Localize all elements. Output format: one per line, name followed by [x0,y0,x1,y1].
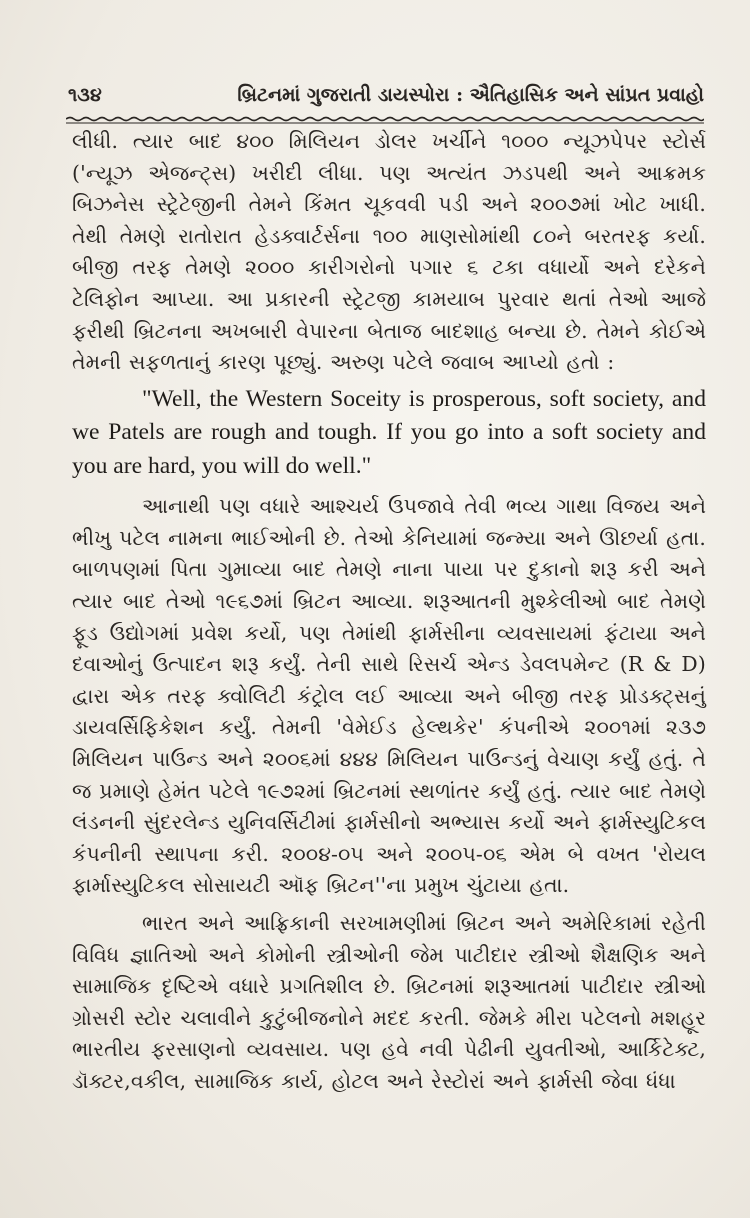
body-text [72,126,706,1098]
paragraph-1: લીધી. ત્યાર બાદ ૪૦૦ મિલિયન ડોલર ખર્ચીને ૧૦૦૦ ન્યૂઝપેપર સ્ટોર્સ ('ન્યૂઝ એજન્ટ્સ) ખરીદી લીધા. પણ અત્યંત ઝડપથી અને આક્રમક બિઝનેસ સ્ટ્રેટેજીની તેમને કિંમત ચૂકવવી પડી અને ૨૦૦૭માં ખોટ ખાધી. તેથી તેમણે રાતોરાત હેડક્વાર્ટર્સના ૧૦૦ માણસોમાંથી ૮૦ને બરતરફ કર્યા. બીજી તરફ તેમણે ૨૦૦૦ કારીગરોનો પગાર ૬ ટકા વધાર્યો અને દરેકને ટેલિફોન આપ્યા. આ પ્રકારની સ્ટ્રેટજી કામયાબ પુરવાર થતાં તેઓ આજે ફરીથી બ્રિટનના અખબારી વેપારના બેતાજ બાદશાહ બન્યા છે. તેમને કોઈએ તેમની સફળતાનું કારણ પૂછ્યું. અરુણ પટેલે જવાબ આપ્યો હતો : [72,129,706,375]
english-quote: "Well, the Western Soceity is prosperous, soft society, and we Patels are rough and tough. If you go into a soft society and you are hard, you will do well." [72,385,706,479]
wavy-rule-line [66,116,704,124]
page-number: ૧૩૪ [68,84,102,106]
paragraph-3: ભારત અને આફ્રિકાની સરખામણીમાં બ્રિટન અને અમેરિકામાં રહેતી વિવિધ જ્ઞાતિઓ અને કોમોની સ્ત્રીઓની જેમ પાટીદાર સ્ત્રીઓ શૈક્ષણિક અને સામાજિક દૃષ્ટિએ વધારે પ્રગતિશીલ છે. બ્રિટનમાં શરૂઆતમાં પાટીદાર સ્ત્રીઓ ગ્રોસરી સ્ટોર ચલાવીને કુટુંબીજનોને મદદ કરતી. જેમકે મીરા પટેલનો મશહૂર ભારતીય ફરસાણનો વ્યવસાય. પણ હવે નવી પેઢીની યુવતીઓ, આર્કિટેક્ટ, ડૉક્ટર,વકીલ, સામાજિક કાર્ય, હોટલ અને રેસ્ટોરાં અને ફાર્મસી જેવા ધંધા [72,910,706,1093]
running-title: બ્રિટનમાં ગુજરાતી ડાયસ્પોરા : ઐતિહાસિક અને સાંપ્રત પ્રવાહો [237,84,704,106]
page-header [68,80,704,114]
header-rule [66,116,704,124]
paragraph-2: આનાથી પણ વધારે આશ્ચર્ય ઉપજાવે તેવી ભવ્ય ગાથા વિજય અને ભીખુ પટેલ નામના ભાઈઓની છે. તેઓ કેનિયામાં જન્મ્યા અને ઊછર્યા હતા. બાળપણમાં પિતા ગુમાવ્યા બાદ તેમણે નાના પાયા પર દુકાનો શરૂ કરી અને ત્યાર બાદ તેઓ ૧૯૬૭માં બ્રિટન આવ્યા. શરૂઆતની મુશ્કેલીઓ બાદ તેમણે ફૂડ ઉદ્યોગમાં પ્રવેશ કર્યો, પણ તેમાંથી ફાર્મસીના વ્યવસાયમાં ફંટાયા અને દવાઓનું ઉત્પાદન શરૂ કર્યું. તેની સાથે રિસર્ચ એન્ડ ડેવલપમેન્ટ (R & D) દ્વારા એક તરફ ક્વોલિટી કંટ્રોલ લઈ આવ્યા અને બીજી તરફ પ્રોડક્ટ્સનું ડાયવર્સિફિકેશન કર્યું. તેમની 'વેમેઈડ હેલ્થકેર' કંપનીએ ૨૦૦૧માં ૨૩૭ મિલિયન પાઉન્ડ અને ૨૦૦૬માં ૪૪૪ મિલિયન પાઉન્ડનું વેચાણ કર્યું હતું. તે જ પ્રમાણે હેમંત પટેલે ૧૯૭૨માં બ્રિટનમાં સ્થળાંતર કર્યું હતું. ત્યાર બાદ તેમણે લંડનની સુંદરલેન્ડ યુનિવર્સિટીમાં ફાર્મસીનો અભ્યાસ કર્યો અને ફાર્મસ્યુટિકલ કંપનીની સ્થાપના કરી. ૨૦૦૪-૦૫ અને ૨૦૦૫-૦૬ એમ બે વખત 'રોયલ ફાર્માસ્યુટિકલ સોસાયટી ઑફ બ્રિટન''ના પ્રમુખ ચુંટાયા હતા. [72,494,706,898]
